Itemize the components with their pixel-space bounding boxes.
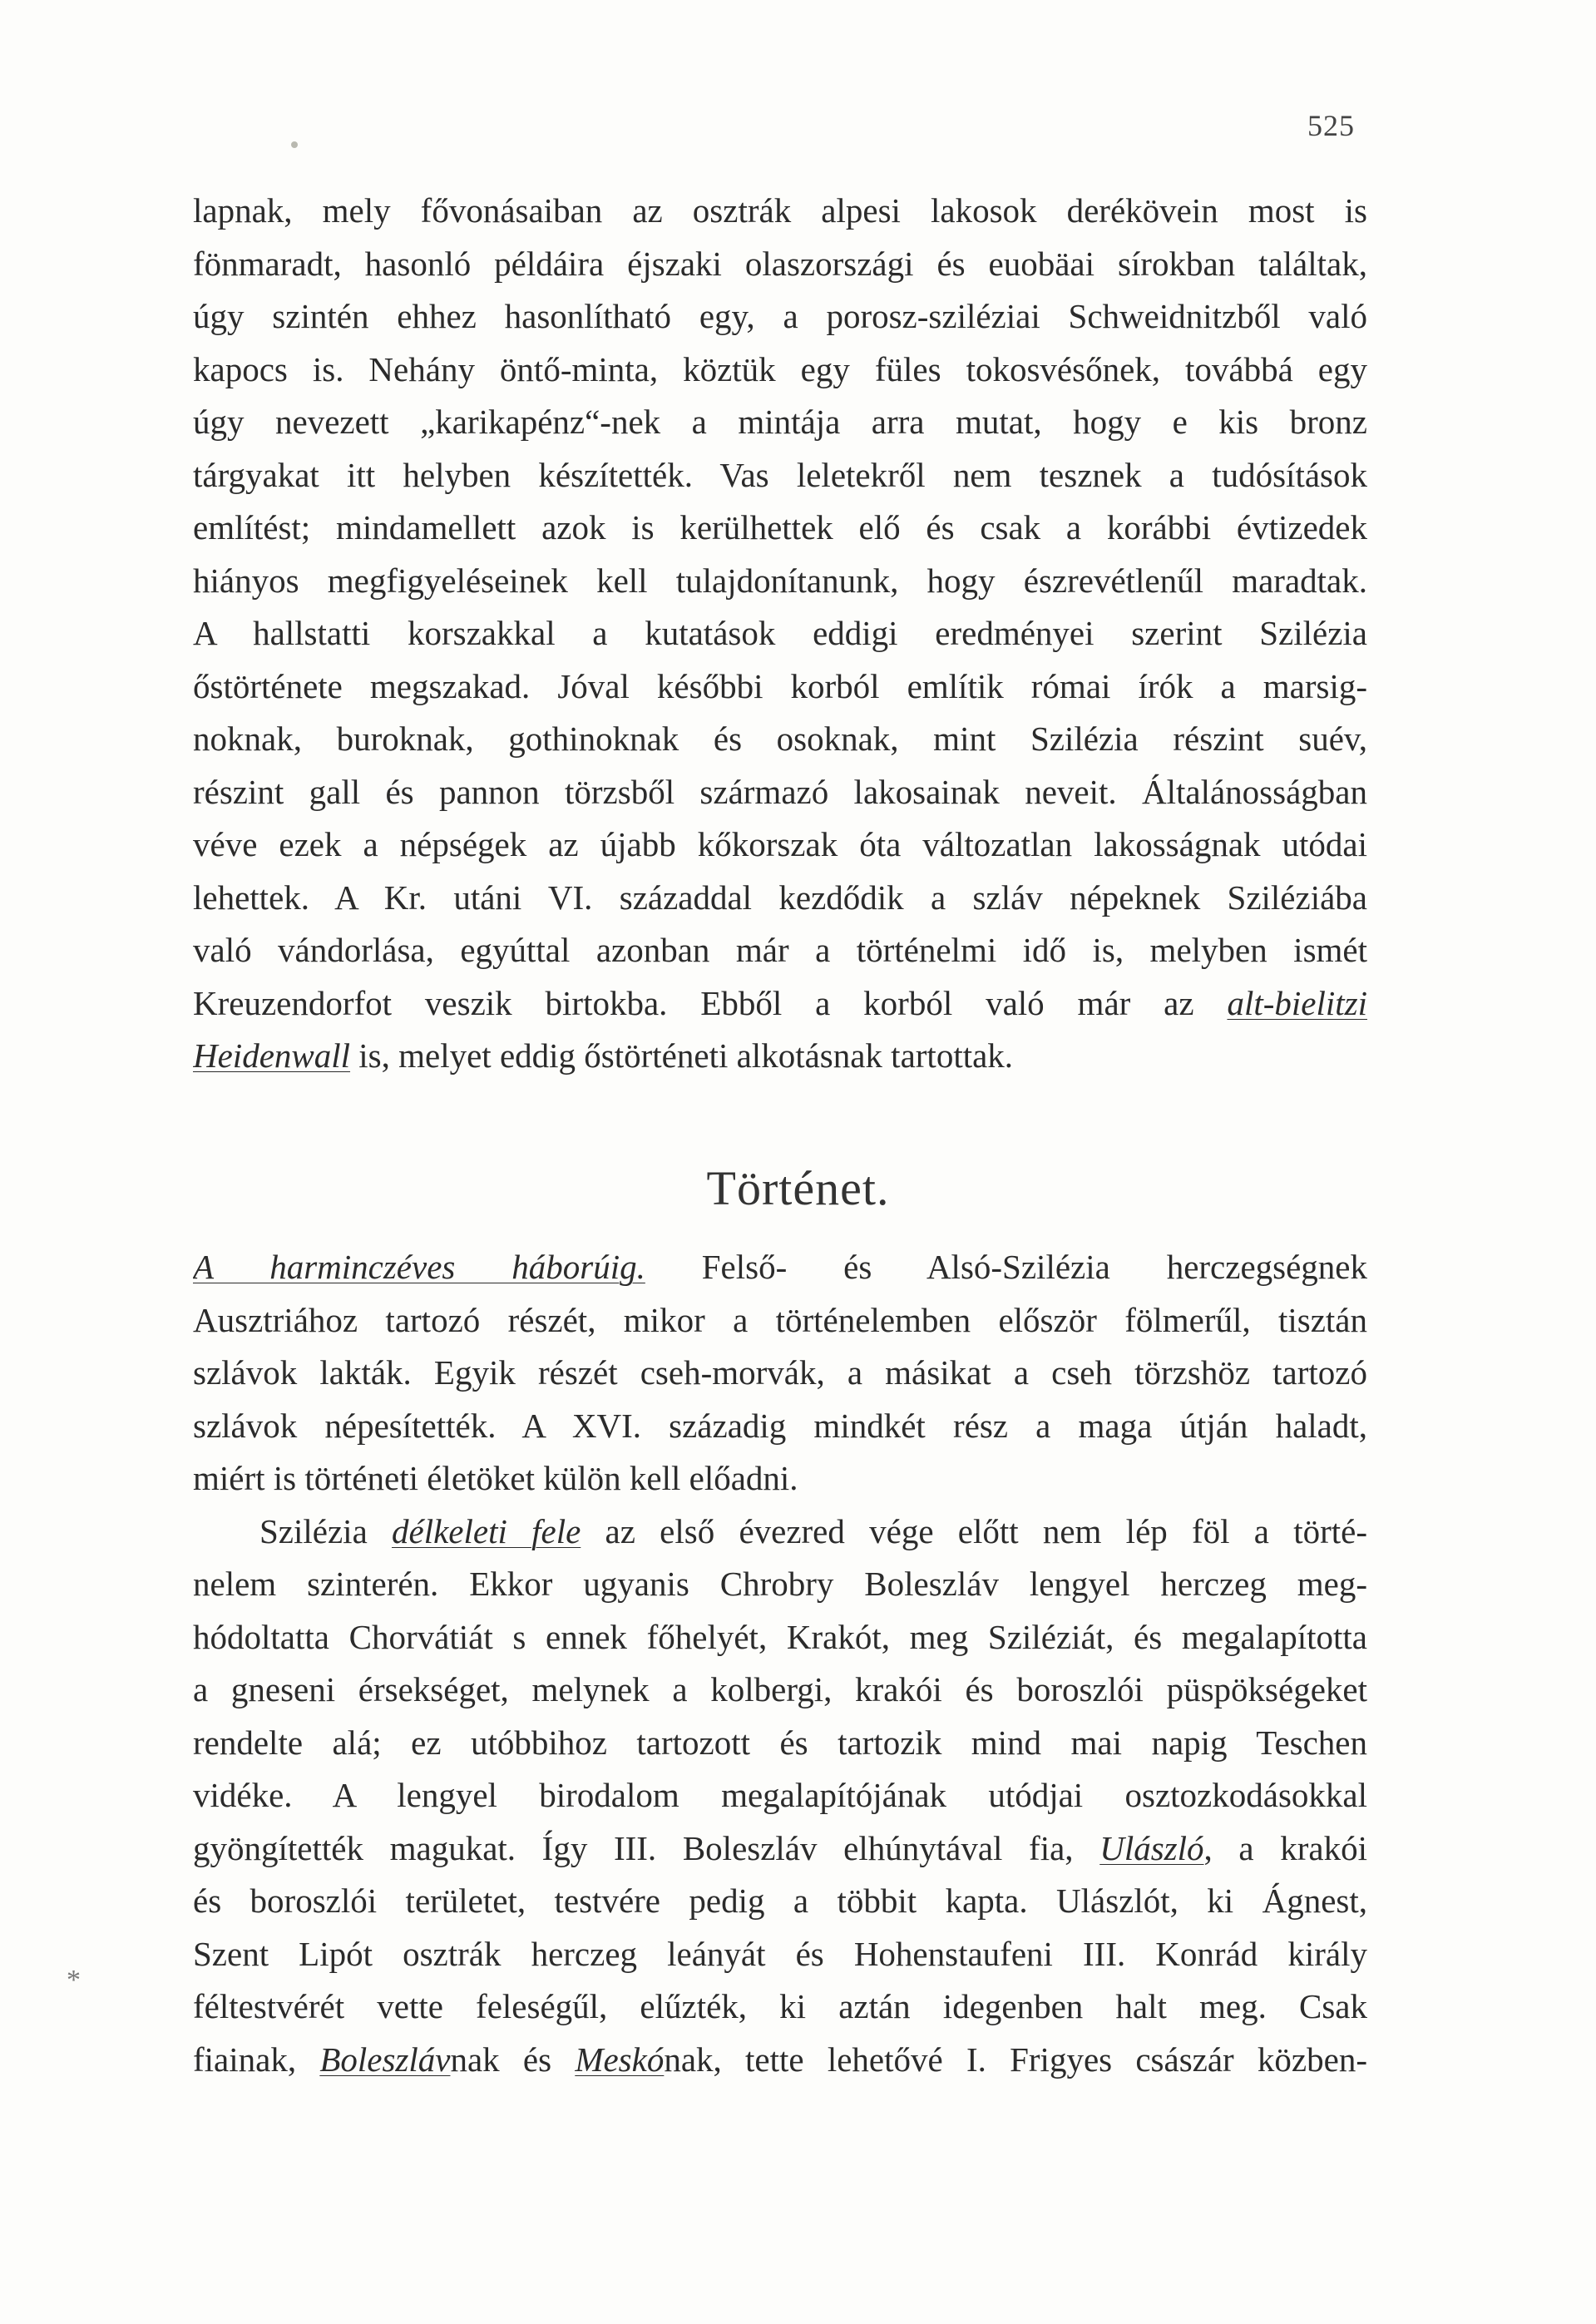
block1-line (193, 660, 1367, 714)
line-text: , a krakói (1203, 1828, 1367, 1867)
line-text: tárgyakat itt helyben készítették. Vas leletekről nem tesznek a tudósítások (193, 455, 1367, 494)
line-text: szlávok lakták. Egyik részét cseh-morvák, a másikat a cseh törzshöz tartozó (193, 1353, 1367, 1392)
line-text: nelem szinterén. Ekkor ugyanis Chrobry Boleszláv lengyel herczeg meg- (193, 1565, 1367, 1603)
line-text: való vándorlása, egyúttal azonban már a történelmi idő is, melyben ismét (193, 931, 1367, 969)
line-text: miért is történeti életöket külön kell előadni. (193, 1459, 798, 1497)
italic-term: Heidenwall (193, 1036, 351, 1075)
section-title: Történet. (706, 1161, 890, 1215)
block1-line (193, 818, 1367, 872)
block1-line (193, 872, 1367, 925)
italic-term: A harminczéves háborúig. (193, 1248, 645, 1286)
block1-line (193, 977, 1367, 1031)
line-text: noknak, buroknak, gothinoknak és osoknak, mint Szilézia részint suév, (193, 719, 1367, 758)
italic-term: Boleszláv (319, 2040, 451, 2079)
line-text: lapnak, mely fővonásaiban az osztrák alpesi lakosok derékövein most is (193, 191, 1367, 230)
line-text: gyöngítették magukat. Így III. Boleszláv elhúnytával fia, (193, 1828, 1074, 1867)
italic-term: Ulászló (1099, 1828, 1204, 1867)
line-text: fönmaradt, hasonló példáira éjszaki olaszországi és euobäai sírokban találtak, (193, 244, 1367, 283)
block2-line (193, 1558, 1367, 1611)
block1-line (193, 924, 1367, 977)
line-text: fiainak, (193, 2040, 320, 2079)
block1-line (193, 1030, 1367, 1083)
block2-line (193, 1347, 1367, 1400)
page-number: 525 (1307, 109, 1355, 142)
block1-line (193, 555, 1367, 608)
line-text: féltestvérét vette feleségűl, elűzték, ki aztán idegenben halt meg. Csak (193, 1987, 1367, 2025)
line-text: lehettek. A Kr. utáni VI. századdal kezdődik a szláv népeknek Sziléziába (193, 878, 1367, 917)
line-text: kapocs is. Nehány öntő-minta, köztük egy füles tokosvésőnek, továbbá egy (193, 349, 1367, 388)
block2-line (193, 1980, 1367, 2034)
line-text: Felső- és Alsó-Szilézia herczegségnek (645, 1248, 1367, 1286)
block2-line (193, 1294, 1367, 1347)
line-text: vidéke. A lengyel birodalom megalapítójának utódjai osztozkodásokkal (193, 1776, 1367, 1814)
block1-line (193, 449, 1367, 502)
line-text: nak, tette lehetővé I. Frigyes császár közben- (664, 2040, 1367, 2079)
line-text: és boroszlói területet, testvére pedig a többit kapta. Ulászlót, ki Ágnest, (193, 1881, 1367, 1920)
body-text-block-2 (193, 1241, 1367, 2086)
line-text: Ausztriához tartozó részét, mikor a történelemben először fölmerűl, tisztán (193, 1300, 1367, 1339)
block2-line (193, 1506, 1367, 1559)
line-text: Kreuzendorfot veszik birtokba. Ebből a korból való már az (193, 983, 1194, 1022)
line-text: szlávok népesítették. A XVI. századig mindkét rész a maga útján haladt, (193, 1406, 1367, 1445)
body-text-block-1 (193, 185, 1367, 1083)
line-text: őstörténete megszakad. Jóval későbbi korból említik római írók a marsig- (193, 666, 1367, 705)
line-text: részint gall és pannon törzsből származó lakosainak neveit. Általánosságban (193, 772, 1367, 811)
block1-line (193, 238, 1367, 291)
block1-line (193, 766, 1367, 819)
line-text: rendelte alá; ez utóbbihoz tartozott és tartozik mind mai napig Teschen (193, 1723, 1367, 1762)
italic-term: Meskó (575, 2040, 665, 2079)
margin-mark: * (67, 1965, 81, 1995)
block2-line (193, 1928, 1367, 1981)
block1-line (193, 396, 1367, 449)
line-text: Szent Lipót osztrák herczeg leányát és Hohenstaufeni III. Konrád király (193, 1934, 1367, 1973)
block1-line (193, 502, 1367, 555)
line-text: úgy szintén ehhez hasonlítható egy, a porosz-sziléziai Schweidnitzből való (193, 297, 1367, 335)
block2-line (193, 1769, 1367, 1822)
block2-line (193, 1875, 1367, 1928)
italic-term: alt-bielitzi (1227, 983, 1367, 1022)
block1-line (193, 185, 1367, 238)
block1-line (193, 290, 1367, 344)
line-text: Szilézia (259, 1511, 393, 1550)
italic-term: délkeleti fele (392, 1511, 581, 1550)
block2-line (193, 2034, 1367, 2087)
block2-line (193, 1717, 1367, 1770)
block2-line (193, 1664, 1367, 1717)
line-text: úgy nevezett „karikapénz“-nek a mintája arra mutat, hogy e kis bronz (193, 403, 1367, 441)
ink-speck (291, 141, 298, 148)
line-text: is, melyet eddig őstörténeti alkotásnak tartottak. (350, 1036, 1014, 1075)
line-text: az első évezred vége előtt nem lép föl a törté- (581, 1511, 1367, 1550)
line-text: említést; mindamellett azok is kerülhettek elő és csak a korábbi évtizedek (193, 508, 1367, 546)
line-text: hiányos megfigyeléseinek kell tulajdonítanunk, hogy észrevétlenűl maradtak. (193, 561, 1367, 600)
block1-line (193, 607, 1367, 660)
line-text: a gneseni érsekséget, melynek a kolbergi, krakói és boroszlói püspökségeket (193, 1670, 1367, 1708)
line-text: A hallstatti korszakkal a kutatások eddigi eredményei szerint Szilézia (193, 614, 1367, 652)
line-text: véve ezek a népségek az újabb kőkorszak óta változatlan lakosságnak utódai (193, 825, 1367, 863)
block2-line (193, 1452, 1367, 1506)
line-text: hódoltatta Chorvátiát s ennek főhelyét, Krakót, meg Sziléziát, és megalapította (193, 1617, 1367, 1656)
block2-line (193, 1400, 1367, 1453)
block1-line (193, 713, 1367, 766)
block2-line (193, 1822, 1367, 1876)
block1-line (193, 344, 1367, 397)
block2-line (193, 1241, 1367, 1294)
line-text: nak és (450, 2040, 576, 2079)
block2-line (193, 1611, 1367, 1664)
